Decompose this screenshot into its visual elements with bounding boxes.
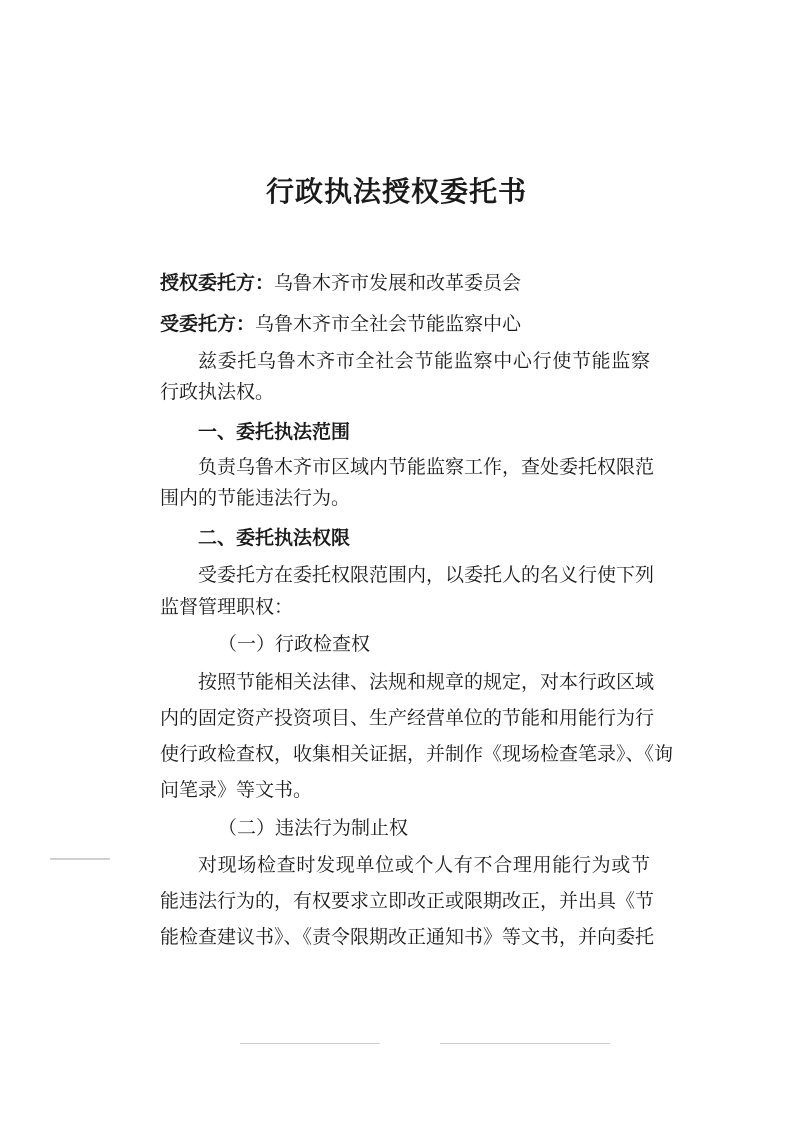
intro-line-2: 行政执法权。 [160, 381, 275, 403]
entrusted-label: 受委托方： [160, 313, 256, 335]
section1-line-2: 围内的节能违法行为。 [160, 487, 351, 509]
sub1-line-4: 问笔录》等文书。 [160, 779, 313, 801]
sub1-line-1: 按照节能相关法律、法规和规章的规定，对本行政区域 [198, 671, 655, 693]
sub2-line-1: 对现场检查时发现单位或个人有不合理用能行为或节 [198, 854, 650, 876]
section1-heading: 一、委托执法范围 [198, 421, 351, 443]
scan-shadow-left [240, 1043, 380, 1044]
authorizer-label: 授权委托方： [160, 272, 275, 294]
sub1-heading: （一）行政检查权 [218, 633, 371, 655]
entrusted-line [160, 312, 650, 336]
document-title: 行政执法授权委托书 [265, 175, 527, 208]
section1-line-1: 负责乌鲁木齐市区域内节能监察工作，查处委托权限范 [198, 456, 655, 478]
sub2-line-3: 能检查建议书》、《责令限期改正通知书》等文书，并向委托 [160, 926, 655, 948]
scan-shadow-right [440, 1043, 610, 1044]
scan-margin-mark [50, 858, 110, 860]
authorizer-value: 乌鲁木齐市发展和改革委员会 [274, 272, 522, 294]
intro-line-1: 兹委托乌鲁木齐市全社会节能监察中心行使节能监察 [198, 350, 650, 372]
sub1-line-2: 内的固定资产投资项目、生产经营单位的节能和用能行为行 [160, 707, 655, 729]
section2-line-1: 受委托方在委托权限范围内，以委托人的名义行使下列 [198, 564, 655, 586]
sub2-heading: （二）违法行为制止权 [218, 817, 409, 839]
section2-heading: 二、委托执法权限 [198, 527, 351, 549]
sub1-line-3: 使行政检查权，收集相关证据，并制作《现场检查笔录》、《询 [160, 743, 674, 765]
entrusted-value: 乌鲁木齐市全社会节能监察中心 [255, 313, 522, 335]
authorizer-line [160, 271, 650, 295]
section2-line-2: 监督管理职权： [160, 596, 294, 618]
sub2-line-2: 能违法行为的，有权要求立即改正或限期改正，并出具《节 [160, 890, 655, 912]
